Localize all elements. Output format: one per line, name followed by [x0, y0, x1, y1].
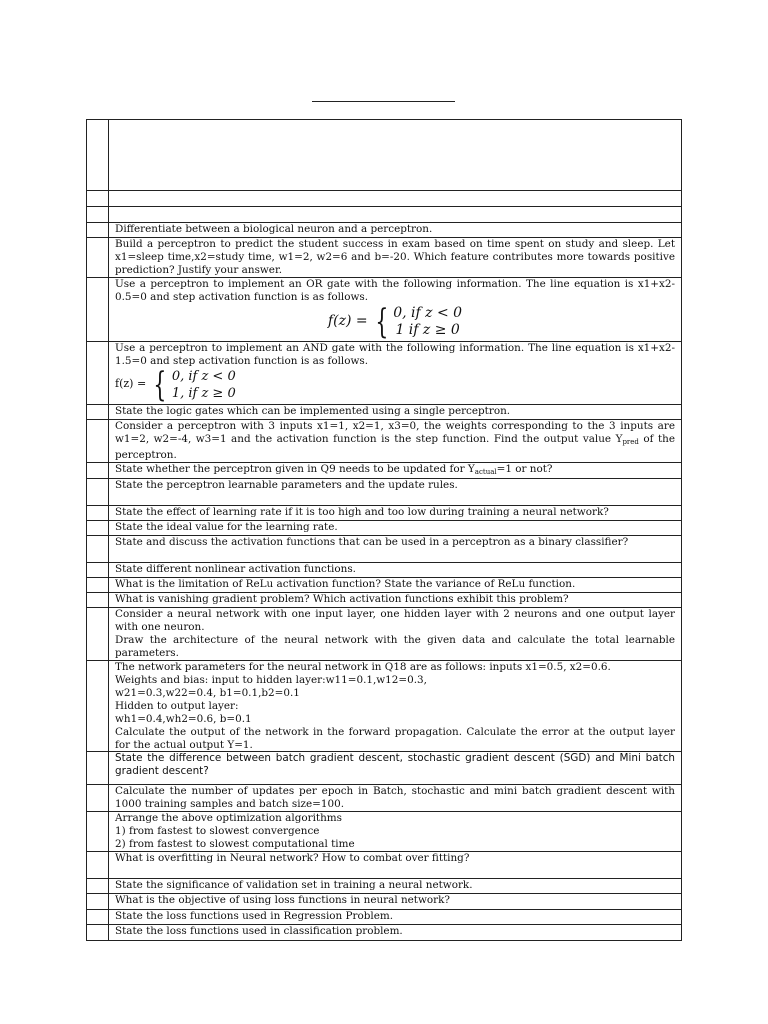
question-number-cell [87, 207, 109, 223]
question-number-cell [87, 894, 109, 910]
question-number-cell [87, 785, 109, 812]
question-cell [109, 120, 682, 191]
question-number-cell [87, 578, 109, 593]
formula-case: 0, if z < 0 [171, 368, 236, 384]
table-row [87, 812, 682, 852]
question-cell [109, 342, 682, 405]
question-text-part2: Draw the architecture of the neural network with the given data and calculate the total learnable parameters. [115, 634, 675, 660]
question-number-cell [87, 852, 109, 879]
question-cell: Build a perceptron to predict the student success in exam based on time spent on study and sleep. Let x1=sleep time,x2=study time, w1=2, w2=6 and b=-20. Which feature contributes more towards positive prediction? Justify your answer. [109, 238, 682, 278]
table-row [87, 563, 682, 578]
question-cell: State the loss functions used in Regression Problem. [109, 910, 682, 925]
question-cell [109, 661, 682, 752]
question-text: State whether the perceptron given in Q9 needs to be updated for Y [115, 462, 475, 475]
question-line: wh1=0.4,wh2=0.6, b=0.1 [115, 712, 252, 725]
table-row [87, 894, 682, 910]
question-cell [109, 278, 682, 342]
question-number-cell [87, 191, 109, 207]
question-number-cell [87, 752, 109, 785]
table-row [87, 608, 682, 661]
question-cell [109, 462, 682, 479]
question-cell: State the ideal value for the learning rate. [109, 521, 682, 536]
question-cell: State the logic gates which can be implemented using a single perceptron. [109, 404, 682, 419]
table-row [87, 191, 682, 207]
question-cell [109, 191, 682, 207]
table-row [87, 238, 682, 278]
question-cell: Differentiate between a biological neuron and a perceptron. [109, 223, 682, 238]
brace-icon: { [153, 364, 167, 405]
question-cell: State different nonlinear activation functions. [109, 563, 682, 578]
table-row [87, 661, 682, 752]
question-cell: State the perceptron learnable parameters and the update rules. [109, 479, 682, 506]
question-cell: What is the limitation of ReLu activation function? State the variance of ReLu function. [109, 578, 682, 593]
table-row [87, 536, 682, 563]
question-number-cell [87, 661, 109, 752]
question-number-cell [87, 278, 109, 342]
table-row [87, 593, 682, 608]
question-cell: State the loss functions used in classification problem. [109, 925, 682, 941]
table-row [87, 910, 682, 925]
question-line: Arrange the above optimization algorithms [115, 812, 342, 825]
table-row [87, 578, 682, 593]
table-row [87, 925, 682, 941]
question-number-cell [87, 120, 109, 191]
question-number-cell [87, 342, 109, 405]
question-number-cell [87, 462, 109, 479]
subscript: actual [474, 467, 497, 476]
question-line: The network parameters for the neural network in Q18 are as follows: inputs x1=0.5, x2=0.6. [115, 661, 611, 674]
question-number-cell [87, 238, 109, 278]
question-cell: What is vanishing gradient problem? Which activation functions exhibit this problem? [109, 593, 682, 608]
question-number-cell [87, 479, 109, 506]
step-function-formula [115, 364, 675, 405]
title-underline [312, 101, 455, 102]
table-row [87, 785, 682, 812]
question-number-cell [87, 563, 109, 578]
table-row [87, 223, 682, 238]
formula-case: 1 if z ≥ 0 [395, 321, 460, 338]
table-row [87, 521, 682, 536]
question-cell [109, 419, 682, 462]
formula-case: 0, if z < 0 [393, 304, 463, 321]
question-number-cell [87, 879, 109, 894]
step-function-formula [115, 301, 675, 342]
question-text: Consider a neural network with one input layer, one hidden layer with 2 neurons and one output layer with one neuron. [115, 608, 675, 634]
question-cell: Calculate the number of updates per epoch in Batch, stochastic and mini batch gradient descent with 1000 training samples and batch size=100. [109, 785, 682, 812]
question-number-cell [87, 593, 109, 608]
table-row [87, 752, 682, 785]
question-text-tail: of the perceptron. [115, 432, 675, 461]
question-text: Consider a perceptron with 3 inputs x1=1, x2=1, x3=0, the weights corresponding to the 3 inputs are w1=2, w2=-4, w3=1 and the activation function is the step function. Find the output value Y [115, 419, 675, 445]
question-cell [109, 608, 682, 661]
question-line: w21=0.3,w22=0.4, b1=0.1,b2=0.1 [115, 686, 300, 699]
question-cell: State and discuss the activation functions that can be used in a perceptron as a binary classifier? [109, 536, 682, 563]
question-number-cell [87, 521, 109, 536]
table-row [87, 120, 682, 191]
table-row [87, 462, 682, 479]
formula-lhs: f(z) = [115, 377, 147, 391]
question-number-cell [87, 419, 109, 462]
question-number-cell [87, 223, 109, 238]
table-row [87, 404, 682, 419]
subscript: pred [622, 437, 639, 446]
question-text: Use a perceptron to implement an OR gate with the following information. The line equation is x1+x2-0.5=0 and step activation function is as follows. [115, 278, 675, 303]
table-row [87, 278, 682, 342]
question-number-cell [87, 910, 109, 925]
question-number-cell [87, 506, 109, 521]
question-number-cell [87, 925, 109, 941]
question-cell: What is the objective of using loss functions in neural network? [109, 894, 682, 910]
question-line: Weights and bias: input to hidden layer:w11=0.1,w12=0.3, [115, 673, 427, 686]
question-cell: State the significance of validation set in training a neural network. [109, 879, 682, 894]
question-text-tail: =1 or not? [496, 462, 553, 475]
question-number-cell [87, 404, 109, 419]
question-cell [109, 812, 682, 852]
question-number-cell [87, 536, 109, 563]
question-line: Hidden to output layer: [115, 699, 239, 712]
table-row [87, 207, 682, 223]
table-row [87, 879, 682, 894]
question-table [86, 119, 682, 941]
table-row [87, 419, 682, 462]
question-line: 1) from fastest to slowest convergence [115, 825, 320, 838]
formula-case: 1, if z ≥ 0 [171, 385, 236, 401]
table-row [87, 342, 682, 405]
question-cell: What is overfitting in Neural network? How to combat over fitting? [109, 852, 682, 879]
table-row [87, 479, 682, 506]
question-line: 2) from fastest to slowest computational time [115, 838, 355, 851]
question-cell: State the difference between batch gradient descent, stochastic gradient descent (SGD) and Mini batch gradient descent? [109, 752, 682, 785]
table-row [87, 852, 682, 879]
brace-icon: { [374, 301, 388, 342]
question-cell: State the effect of learning rate if it is too high and too low during training a neural network? [109, 506, 682, 521]
question-cell [109, 207, 682, 223]
question-number-cell [87, 608, 109, 661]
question-number-cell [87, 812, 109, 852]
question-text-part2: Calculate the output of the network in the forward propagation. Calculate the error at the output layer for the actual output Y=1. [115, 725, 675, 751]
question-text: Use a perceptron to implement an AND gate with the following information. The line equation is x1+x2-1.5=0 and step activation function is as follows. [115, 342, 675, 367]
formula-lhs: f(z) = [327, 313, 368, 330]
table-row [87, 506, 682, 521]
